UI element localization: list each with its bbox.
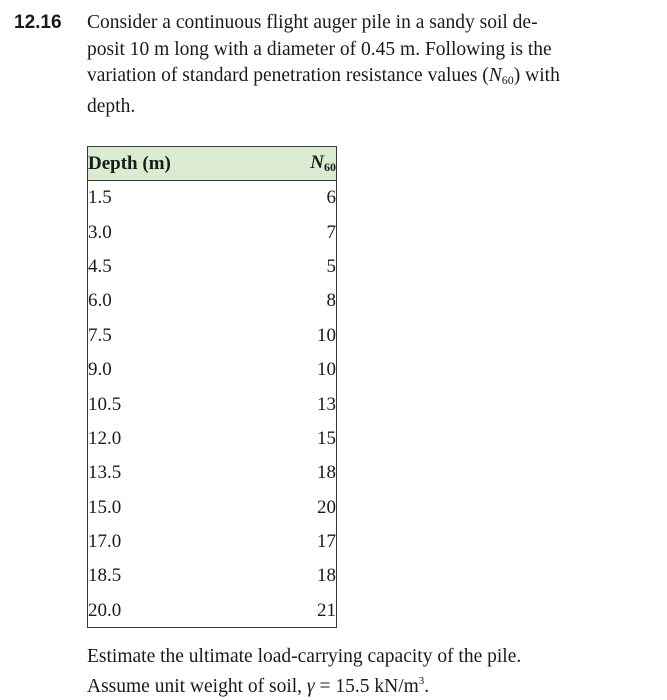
n60-cell: 13 xyxy=(317,393,336,415)
n60-cell: 8 xyxy=(326,290,336,312)
n-subscript: 60 xyxy=(501,73,514,87)
depth-cell: 6.0 xyxy=(88,290,112,312)
closing-line-2-value: = 15.5 kN/m xyxy=(314,676,419,697)
table-row xyxy=(88,456,336,490)
table-row xyxy=(88,491,336,525)
n60-cell: 18 xyxy=(317,565,336,587)
closing-line-2-suffix: . xyxy=(424,676,430,697)
gamma-symbol: γ xyxy=(306,676,315,697)
n60-cell: 7 xyxy=(326,221,336,243)
table-row xyxy=(88,215,336,249)
spt-table xyxy=(88,147,336,628)
n60-column-header xyxy=(238,147,336,181)
problem-line-3-text: variation of standard penetration resistance values ( xyxy=(87,65,489,86)
problem-line-4: depth. xyxy=(87,95,136,117)
table-body xyxy=(88,181,336,629)
problem-line-3 xyxy=(87,63,647,94)
closing-line-2 xyxy=(87,669,647,699)
closing-line-2-prefix: Assume unit weight of soil, xyxy=(87,676,307,697)
n60-cell: 18 xyxy=(317,462,336,484)
depth-cell: 17.0 xyxy=(88,531,122,553)
depth-cell: 13.5 xyxy=(88,462,122,484)
table-row xyxy=(88,319,336,353)
problem-line-2: posit 10 m long with a diameter of 0.45 m. Following is the xyxy=(87,38,552,60)
n60-header-subscript: 60 xyxy=(324,160,336,174)
n60-cell: 5 xyxy=(326,255,336,277)
problem-line-1: Consider a continuous flight auger pile in a sandy soil de- xyxy=(87,12,538,33)
depth-cell: 10.5 xyxy=(88,393,122,415)
table-row xyxy=(88,250,336,284)
closing-statement xyxy=(87,645,647,699)
table-row xyxy=(88,284,336,318)
n60-cell: 17 xyxy=(317,531,336,553)
table-row xyxy=(88,181,336,216)
table-row xyxy=(88,387,336,421)
depth-cell: 7.5 xyxy=(88,324,112,346)
n60-cell: 10 xyxy=(317,359,336,381)
depth-cell: 9.0 xyxy=(88,359,112,381)
n60-cell: 20 xyxy=(317,496,336,518)
closing-line-1: Estimate the ultimate load-carrying capacity of the pile. xyxy=(87,646,522,667)
n60-header-symbol: N xyxy=(310,152,324,173)
n60-cell: 21 xyxy=(317,599,336,621)
n60-symbol xyxy=(489,65,514,86)
spt-data-table xyxy=(87,146,337,628)
depth-cell: 4.5 xyxy=(88,255,112,277)
table-row xyxy=(88,422,336,456)
table-row xyxy=(88,353,336,387)
depth-cell: 18.5 xyxy=(88,565,122,587)
depth-cell: 3.0 xyxy=(88,221,112,243)
depth-column-header: Depth (m) xyxy=(88,152,171,174)
unit-exponent: 3 xyxy=(418,675,425,687)
problem-number: 12.16 xyxy=(14,12,62,33)
table-header-row xyxy=(88,147,336,181)
n60-cell: 10 xyxy=(317,324,336,346)
n60-cell: 6 xyxy=(326,187,336,209)
table-row xyxy=(88,559,336,593)
depth-cell: 1.5 xyxy=(88,187,112,209)
depth-cell: 20.0 xyxy=(88,599,122,621)
table-row xyxy=(88,594,336,628)
n-symbol: N xyxy=(488,65,502,86)
table-row xyxy=(88,525,336,559)
depth-cell: 12.0 xyxy=(88,427,122,449)
problem-statement xyxy=(87,10,647,120)
n60-cell: 15 xyxy=(317,427,336,449)
depth-cell: 15.0 xyxy=(88,496,122,518)
problem-line-3-tail: ) with xyxy=(513,65,560,86)
